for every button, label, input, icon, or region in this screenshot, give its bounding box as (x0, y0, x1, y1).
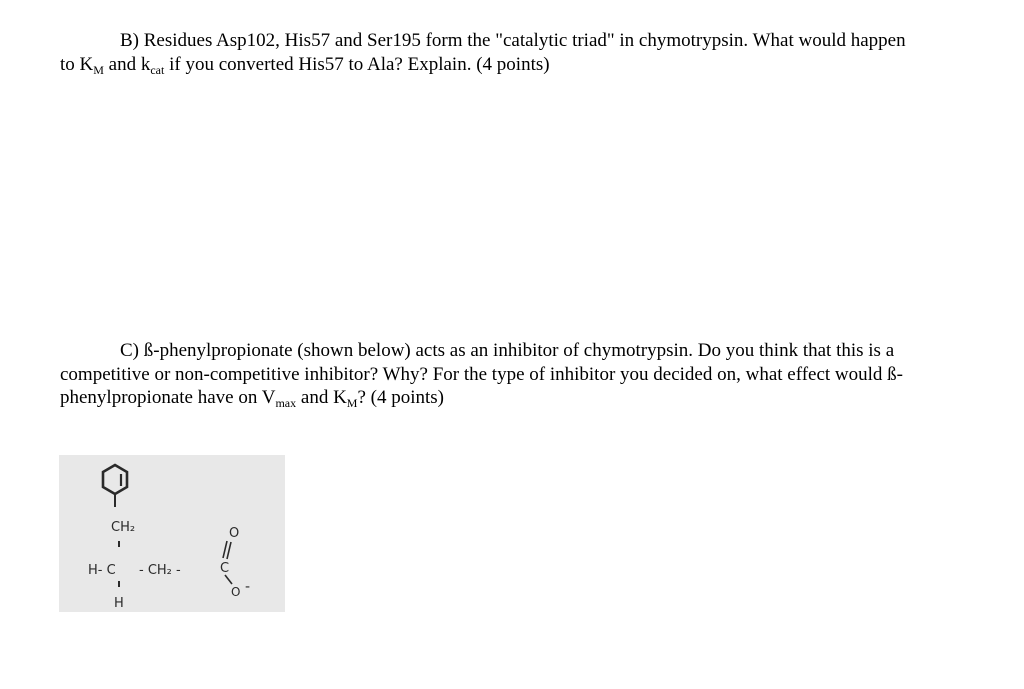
question-c-line2: competitive or non-competitive inhibitor? Why? For the type of inhibitor you decided on, what effect would ß- (60, 363, 904, 385)
question-b-line2-pre: to K (60, 53, 94, 75)
oxygen-top-label: O (229, 526, 240, 541)
question-c-line3-pre: phenylpropionate have on V (60, 387, 276, 408)
km-subscript: M (93, 62, 104, 77)
kcat-subscript: cat (150, 62, 165, 77)
carbonyl-bond-1 (227, 542, 231, 559)
ch2-top-label: CH₂ (111, 520, 136, 535)
ch2-middle-label: - CH₂ - (139, 563, 181, 578)
structure-drawing (59, 455, 285, 612)
question-c-paragraph (60, 339, 980, 410)
benzene-ring-icon (103, 465, 127, 494)
carboxyl-carbon-label: C (220, 561, 230, 576)
h-c-label: H- C (88, 563, 116, 578)
beta-phenylpropionate-structure (59, 455, 285, 612)
oxygen-minus-label: O (231, 585, 241, 599)
question-b-line1: B) Residues Asp102, His57 and Ser195 form the "catalytic triad" in chymotrypsin. What would happen (120, 30, 906, 51)
hydrogen-bottom-label: H (114, 596, 124, 611)
question-c-line1: C) ß-phenylpropionate (shown below) acts as an inhibitor of chymotrypsin. Do you think that this is a (120, 340, 895, 361)
carbonyl-bond-2 (223, 541, 227, 558)
question-c-line3-post: ? (4 points) (357, 387, 445, 408)
question-c-line3-mid: and K (296, 387, 347, 408)
negative-charge-label: - (245, 579, 251, 595)
question-b-paragraph (60, 29, 980, 76)
km-subscript-c: M (346, 396, 358, 410)
question-b-line2-post: if you converted His57 to Ala? Explain. (4 points) (164, 53, 550, 75)
vmax-subscript: max (275, 396, 297, 410)
carboxylate-bond (225, 575, 232, 584)
question-b-line2-mid: and k (103, 53, 151, 75)
